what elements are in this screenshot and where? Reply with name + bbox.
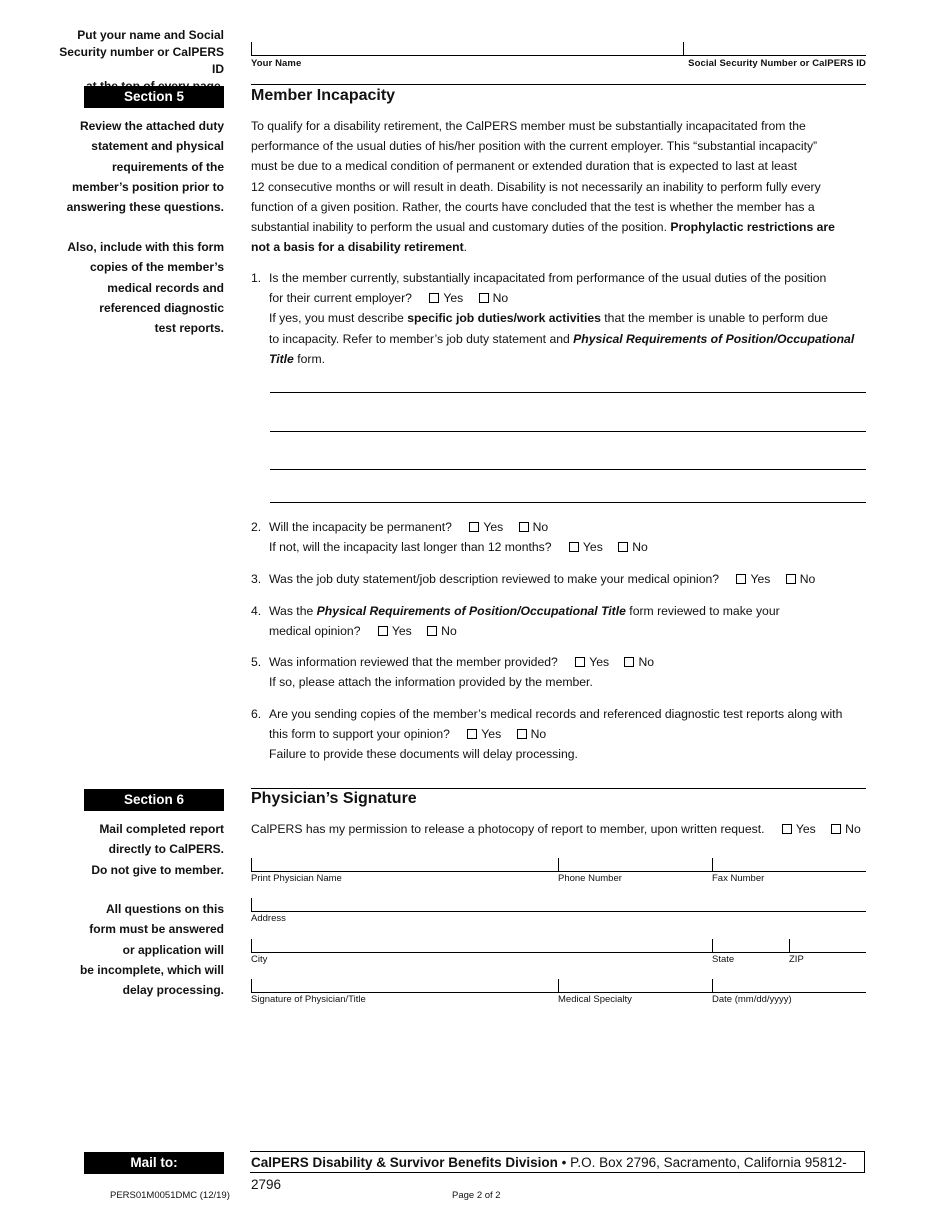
q1-no-checkbox[interactable] bbox=[479, 293, 489, 303]
intro-bold: not a basis for a disability retirement bbox=[251, 240, 464, 255]
section-6-title: Physician’s Signature bbox=[251, 790, 417, 807]
yes-label: Yes bbox=[483, 520, 504, 534]
section-6-divider bbox=[251, 788, 866, 789]
sidebar-note-line: referenced diagnostic bbox=[99, 300, 224, 315]
intro-line: function of a given position. Rather, the courts have concluded that the test is whether the member has a bbox=[251, 199, 815, 214]
field-tick bbox=[558, 979, 559, 992]
header-instruction-line: Security number or CalPERS ID bbox=[59, 45, 224, 76]
q1-answer-line[interactable] bbox=[270, 392, 866, 393]
field-tick bbox=[558, 858, 559, 871]
yes-label: Yes bbox=[589, 655, 610, 669]
sidebar-note-line: Also, include with this form bbox=[67, 240, 224, 254]
question-text: If yes, you must describe bbox=[269, 311, 408, 326]
sidebar-note-line: requirements of the bbox=[111, 159, 224, 174]
intro-line: substantial inability to perform the usual and customary duties of the position. bbox=[251, 220, 671, 235]
question-5 bbox=[251, 652, 861, 692]
field-tick bbox=[712, 979, 713, 992]
question-text: form. bbox=[293, 351, 325, 366]
q1-answer-line[interactable] bbox=[270, 431, 866, 432]
section-5-sidebar-note bbox=[50, 116, 224, 217]
permission-statement bbox=[251, 819, 871, 839]
question-4 bbox=[251, 601, 861, 641]
question-number: 2. bbox=[251, 520, 262, 534]
section-6-sidebar-note-2 bbox=[50, 899, 224, 1000]
field-tick bbox=[789, 939, 790, 952]
sidebar-note-line: Review the attached duty bbox=[79, 119, 224, 133]
no-label: No bbox=[845, 822, 861, 836]
header-instruction bbox=[50, 27, 224, 95]
ssn-field-tick bbox=[683, 42, 684, 55]
question-text: Failure to provide these documents will delay processing. bbox=[269, 747, 578, 762]
no-label: No bbox=[632, 540, 648, 555]
sidebar-note-line: Mail completed report bbox=[99, 822, 224, 836]
q1-answer-line[interactable] bbox=[270, 502, 866, 503]
section-5-sidebar-note-2 bbox=[50, 237, 224, 338]
phone-number-label: Phone Number bbox=[558, 873, 622, 884]
sidebar-note-line: medical records and bbox=[107, 280, 224, 295]
q2-permanent-no-checkbox[interactable] bbox=[519, 522, 529, 532]
section-5-intro bbox=[251, 116, 851, 257]
name-field-tick bbox=[251, 42, 252, 55]
zip-label: ZIP bbox=[789, 954, 804, 965]
question-text: Was information reviewed that the member provided? bbox=[269, 655, 558, 669]
mail-address: • P.O. Box 2796, Sacramento, California 95812-2796 bbox=[251, 1155, 847, 1192]
question-text: to incapacity. Refer to member’s job duty statement and bbox=[269, 331, 574, 346]
question-3 bbox=[251, 569, 861, 589]
sidebar-note-line: Do not give to member. bbox=[91, 862, 224, 877]
q2-12months-yes-checkbox[interactable] bbox=[569, 542, 579, 552]
field-tick bbox=[712, 858, 713, 871]
section-6-bar: Section 6 bbox=[84, 789, 224, 811]
question-bold-text: specific job duties/work activities bbox=[407, 311, 601, 326]
q5-yes-checkbox[interactable] bbox=[575, 657, 585, 667]
permission-text: CalPERS has my permission to release a photocopy of report to member, upon written request. bbox=[251, 822, 765, 836]
question-text: Are you sending copies of the member’s medical records and referenced diagnostic test reports along with bbox=[269, 707, 843, 721]
yes-label: Yes bbox=[750, 572, 771, 586]
q6-no-checkbox[interactable] bbox=[517, 729, 527, 739]
question-text: for their current employer? bbox=[269, 291, 412, 306]
section-5-bar: Section 5 bbox=[84, 86, 224, 108]
question-text: Will the incapacity be permanent? bbox=[269, 520, 452, 534]
field-tick bbox=[251, 979, 252, 992]
form-title-reference: Physical Requirements of Position/Occupational bbox=[573, 331, 855, 346]
question-number: 4. bbox=[251, 604, 262, 618]
intro-line: performance of the usual duties of his/her position with the current employer. This “substantial incapacity” bbox=[251, 139, 818, 154]
q6-yes-checkbox[interactable] bbox=[467, 729, 477, 739]
sidebar-note-line: member’s position prior to bbox=[71, 179, 224, 194]
sidebar-note-line: or application will bbox=[122, 942, 224, 957]
question-number: 3. bbox=[251, 572, 262, 586]
intro-line: must be due to a medical condition of permanent or extended duration that is expected to last at least bbox=[251, 159, 798, 174]
mail-address-box bbox=[250, 1151, 865, 1192]
q4-yes-checkbox[interactable] bbox=[378, 626, 388, 636]
field-tick bbox=[712, 939, 713, 952]
yes-label: Yes bbox=[795, 822, 816, 836]
yes-label: Yes bbox=[443, 291, 464, 306]
question-number: 5. bbox=[251, 655, 262, 669]
intro-end: . bbox=[463, 240, 468, 255]
physician-name-field-line[interactable] bbox=[251, 871, 866, 872]
q3-yes-checkbox[interactable] bbox=[736, 574, 746, 584]
question-text: If so, please attach the information provided by the member. bbox=[269, 675, 593, 690]
q3-no-checkbox[interactable] bbox=[786, 574, 796, 584]
your-name-label: Your Name bbox=[251, 58, 302, 69]
intro-bold: Prophylactic restrictions are bbox=[670, 220, 835, 235]
question-2 bbox=[251, 517, 861, 557]
field-tick bbox=[251, 858, 252, 871]
question-6 bbox=[251, 704, 861, 765]
sidebar-note-line: directly to CalPERS. bbox=[108, 842, 224, 857]
yes-label: Yes bbox=[481, 727, 502, 742]
signature-label: Signature of Physician/Title bbox=[251, 994, 366, 1005]
q2-permanent-yes-checkbox[interactable] bbox=[469, 522, 479, 532]
no-label: No bbox=[799, 572, 816, 586]
form-id: PERS01M0051DMC (12/19) bbox=[110, 1190, 230, 1201]
form-title-reference: Physical Requirements of Position/Occupational Title bbox=[316, 604, 626, 618]
q1-yes-checkbox[interactable] bbox=[429, 293, 439, 303]
no-label: No bbox=[532, 520, 549, 534]
permission-yes-checkbox[interactable] bbox=[782, 824, 792, 834]
sidebar-note-line: form must be answered bbox=[89, 922, 224, 937]
question-text: Was the job duty statement/job description reviewed to make your medical opinion? bbox=[269, 572, 720, 586]
q4-no-checkbox[interactable] bbox=[427, 626, 437, 636]
question-text: medical opinion? bbox=[269, 624, 361, 639]
yes-label: Yes bbox=[582, 540, 603, 555]
section-5-title: Member Incapacity bbox=[251, 87, 396, 104]
permission-no-checkbox[interactable] bbox=[831, 824, 841, 834]
no-label: No bbox=[530, 727, 547, 742]
question-text: form reviewed to make your bbox=[625, 604, 780, 618]
signature-field-line[interactable] bbox=[251, 992, 866, 993]
medical-specialty-label: Medical Specialty bbox=[558, 994, 632, 1005]
sidebar-note-line: delay processing. bbox=[122, 983, 224, 998]
question-text: Was the bbox=[269, 604, 317, 618]
sidebar-note-line: copies of the member’s bbox=[89, 260, 224, 275]
ssn-label: Social Security Number or CalPERS ID bbox=[688, 58, 866, 69]
city-label: City bbox=[251, 954, 268, 965]
name-field-line[interactable] bbox=[251, 55, 866, 56]
header-instruction-line: Put your name and Social bbox=[77, 28, 224, 42]
sidebar-note-line: answering these questions. bbox=[66, 200, 224, 215]
page-number: Page 2 of 2 bbox=[452, 1190, 501, 1201]
address-field-line[interactable] bbox=[251, 911, 866, 912]
sidebar-note-line: statement and physical bbox=[91, 139, 224, 154]
no-label: No bbox=[441, 624, 457, 639]
question-number: 6. bbox=[251, 707, 262, 721]
q1-answer-line[interactable] bbox=[270, 469, 866, 470]
question-number: 1. bbox=[251, 271, 262, 285]
header-divider bbox=[251, 84, 866, 85]
question-text: Is the member currently, substantially incapacitated from performance of the usual duties of the position bbox=[269, 271, 827, 285]
mail-division: CalPERS Disability & Survivor Benefits Division bbox=[251, 1155, 558, 1170]
sidebar-note-line: be incomplete, which will bbox=[79, 962, 224, 977]
field-tick bbox=[251, 939, 252, 952]
mail-to-bar: Mail to: bbox=[84, 1152, 224, 1174]
no-label: No bbox=[492, 291, 509, 306]
intro-line: To qualify for a disability retirement, the CalPERS member must be substantially incapacitated from the bbox=[251, 119, 806, 133]
no-label: No bbox=[638, 655, 655, 669]
print-physician-name-label: Print Physician Name bbox=[251, 873, 342, 884]
question-text: this form to support your opinion? bbox=[269, 727, 450, 742]
city-field-line[interactable] bbox=[251, 952, 866, 953]
form-title-reference: Title bbox=[269, 351, 294, 366]
date-label: Date (mm/dd/yyyy) bbox=[712, 994, 792, 1005]
fax-number-label: Fax Number bbox=[712, 873, 765, 884]
intro-line: 12 consecutive months or will result in death. Disability is not necessarily an inability to perform fully every bbox=[251, 179, 821, 194]
q2-12months-no-checkbox[interactable] bbox=[618, 542, 628, 552]
question-1 bbox=[251, 268, 861, 369]
question-text: that the member is unable to perform due bbox=[600, 311, 828, 326]
section-6-sidebar-note bbox=[50, 819, 224, 880]
question-text: If not, will the incapacity last longer than 12 months? bbox=[269, 540, 552, 555]
sidebar-note-line: test reports. bbox=[154, 321, 224, 336]
yes-label: Yes bbox=[391, 624, 412, 639]
state-label: State bbox=[712, 954, 735, 965]
field-tick bbox=[251, 898, 252, 911]
address-label: Address bbox=[251, 913, 286, 924]
sidebar-note-line: All questions on this bbox=[105, 902, 224, 916]
q5-no-checkbox[interactable] bbox=[624, 657, 634, 667]
